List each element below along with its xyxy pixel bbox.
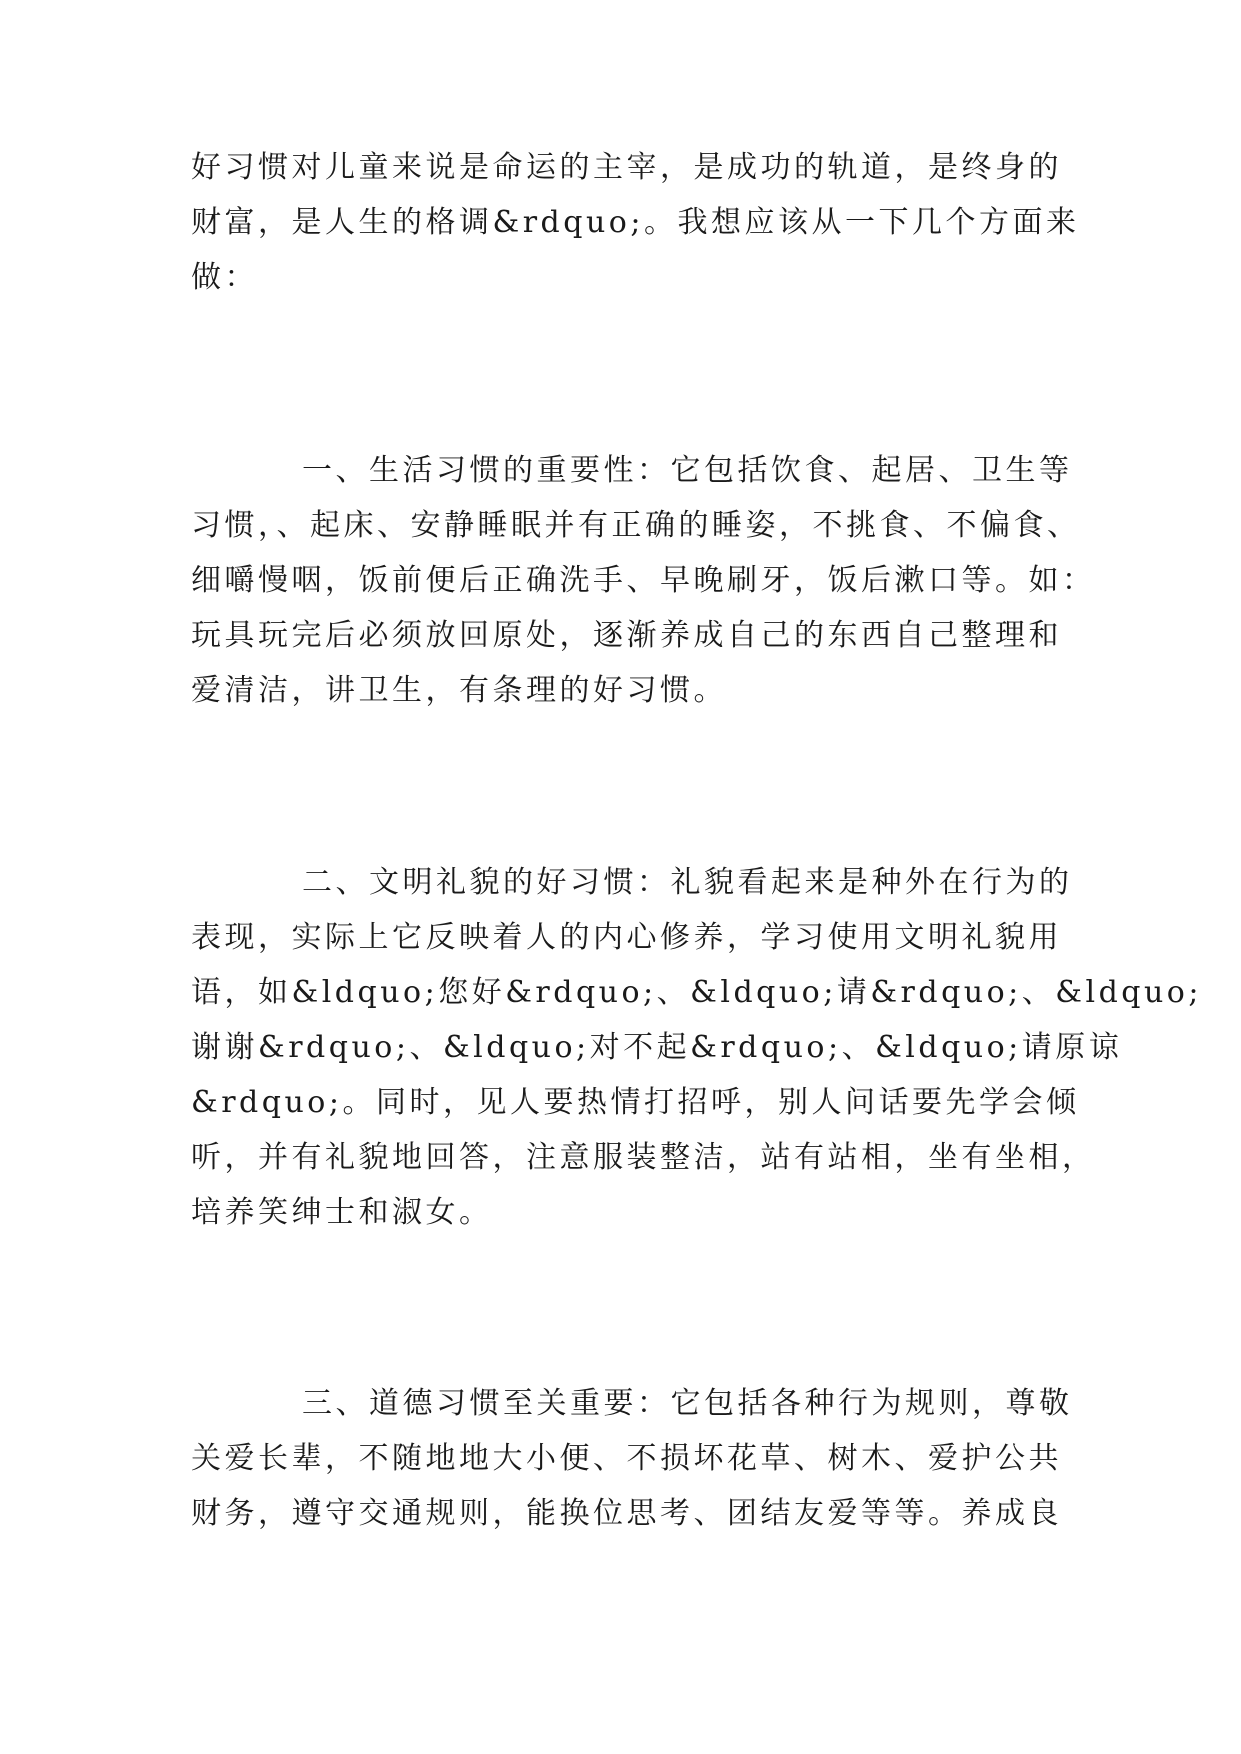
text-line: 表现，实际上它反映着人的内心修养，学习使用文明礼貌用: [191, 920, 1062, 955]
text-line: 爱清洁，讲卫生，有条理的好习惯。: [191, 673, 727, 708]
text-line: 玩具玩完后必须放回原处，逐渐养成自己的东西自己整理和: [191, 618, 1062, 653]
text-line: 谢谢&rdquo;、&ldquo;对不起&rdquo;、&ldquo;请原谅: [191, 1030, 1123, 1065]
text-line: &rdquo;。同时，见人要热情打招呼，别人问话要先学会倾: [191, 1085, 1080, 1120]
section-heading-line: 三、道德习惯至关重要：它包括各种行为规则，尊敬: [302, 1386, 1073, 1421]
section-heading-line: 一、生活习惯的重要性：它包括饮食、起居、卫生等: [302, 453, 1073, 488]
section-heading-line: 二、文明礼貌的好习惯：礼貌看起来是种外在行为的: [302, 865, 1073, 900]
text-line: 语，如&ldquo;您好&rdquo;、&ldquo;请&rdquo;、&ldquo;: [191, 975, 1202, 1010]
text-line: 财务，遵守交通规则，能换位思考、团结友爱等等。养成良: [191, 1496, 1062, 1531]
text-line: 听，并有礼貌地回答，注意服装整洁，站有站相，坐有坐相，: [191, 1140, 1096, 1175]
text-line: 关爱长辈，不随地地大小便、不损坏花草、树木、爱护公共: [191, 1441, 1062, 1476]
text-line: 习惯，、起床、安静睡眠并有正确的睡姿，不挑食、不偏食、: [191, 508, 1081, 543]
text-line: 做：: [191, 260, 258, 295]
text-line: 细嚼慢咽，饭前便后正确洗手、早晚刷牙，饭后漱口等。如：: [191, 563, 1096, 598]
text-line: 财富，是人生的格调&rdquo;。我想应该从一下几个方面来: [191, 205, 1080, 240]
text-line: 好习惯对儿童来说是命运的主宰，是成功的轨道，是终身的: [191, 150, 1062, 185]
text-line: 培养笑绅士和淑女。: [191, 1195, 493, 1230]
